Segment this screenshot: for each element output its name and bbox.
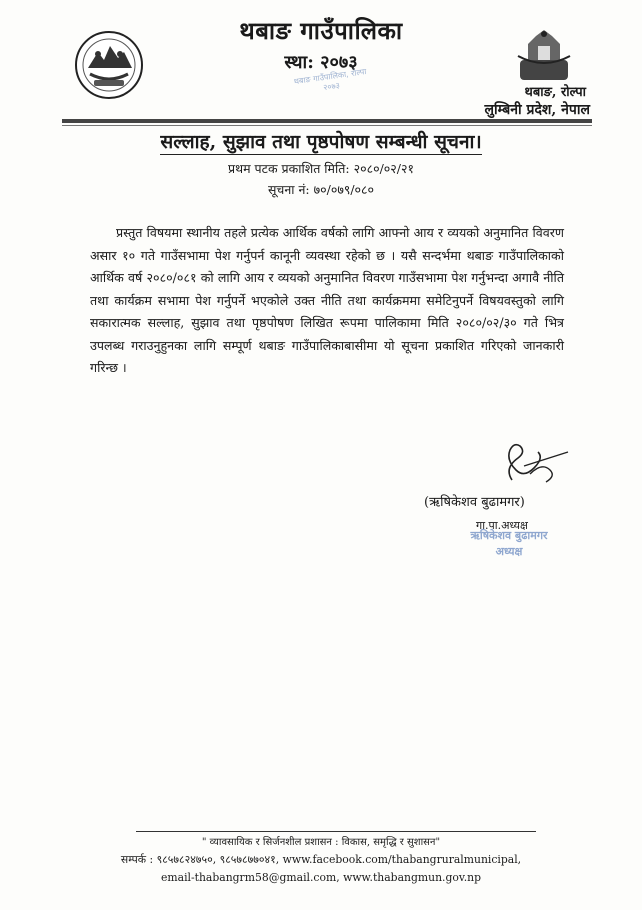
footer-divider bbox=[136, 831, 536, 832]
municipality-logo bbox=[514, 26, 574, 84]
notice-body: प्रस्तुत विषयमा स्थानीय तहले प्रत्येक आर्थिक वर्षको लागि आफ्नो आय र व्ययको अनुमानित विवरण असार १० गते गाउँसभामा पेश गर्नुपर्न कानूनी व्यवस्था रहेको छ । यसै सन्दर्भमा थबाङ गाउँपालिकाको आर्थिक वर्ष २०८०/०८१ को लागि आय र व्ययको अनुमानित विवरण गाउँसभामा पेश गर्नुभन्दा अगावै नीति तथा कार्यक्रम सभामा पेश गर्नुपर्ने भएकोले उक्त नीति तथा कार्यक्रममा समेटिनुपर्ने विषयवस्तुको लागि सकारात्मक सल्लाह, सुझाव तथा पृष्ठपोषण लिखित रूपमा पालिकामा मिति २०८०/०२/३० गते भित्र उपलब्ध गराउनुहुनका लागि सम्पूर्ण थबाङ गाउँपालिकाबासीमा यो सूचना प्रकाशित गरिएको जानकारी गरिन्छ । bbox=[90, 225, 564, 375]
notice-number: सूचना नं: ७०/०७९/०८० bbox=[267, 182, 375, 197]
signatory-title: गा.पा.अध्यक्ष bbox=[476, 519, 528, 532]
header-divider bbox=[62, 119, 592, 123]
stamp-name: ऋषिकेशव बुढामगर bbox=[470, 529, 548, 542]
footer-motto: " व्यावसायिक र सिर्जनशील प्रशासन : विकास, समृद्धि र सुशासन" bbox=[201, 837, 441, 848]
notice-title bbox=[0, 128, 642, 154]
address-line-1: थबाङ, रोल्पा bbox=[524, 85, 586, 100]
notice-title-text: सल्लाह, सुझाव तथा पृष्ठपोषण सम्बन्धी सूचना। bbox=[160, 131, 482, 153]
address-line-2: लुम्बिनी प्रदेश, नेपाल bbox=[484, 102, 590, 118]
municipality-title: थबाङ गाउँपालिका bbox=[239, 16, 403, 45]
stamp-title: अध्यक्ष bbox=[495, 545, 523, 558]
established-year: स्था: २०७३ bbox=[284, 52, 358, 73]
header-divider-thin bbox=[62, 125, 592, 126]
office-stamp: थबाङ गाउँपालिका, रोल्पा २०७३ bbox=[293, 67, 367, 93]
signatory-stamp bbox=[444, 528, 574, 560]
signature-mark bbox=[484, 440, 570, 490]
published-date: प्रथम पटक प्रकाशित मिति: २०८०/०२/२१ bbox=[228, 161, 414, 176]
footer-email-web: email-thabangrm58@gmail.com, www.thabangmun.gov.np bbox=[161, 871, 481, 884]
signatory-name: (ऋषिकेशव बुढामगर) bbox=[424, 495, 525, 510]
footer-contact: सम्पर्क : ९८५७८२४७५०, ९८५७८७७०४१, www.facebook.com/thabangruralmunicipal, bbox=[120, 853, 522, 866]
